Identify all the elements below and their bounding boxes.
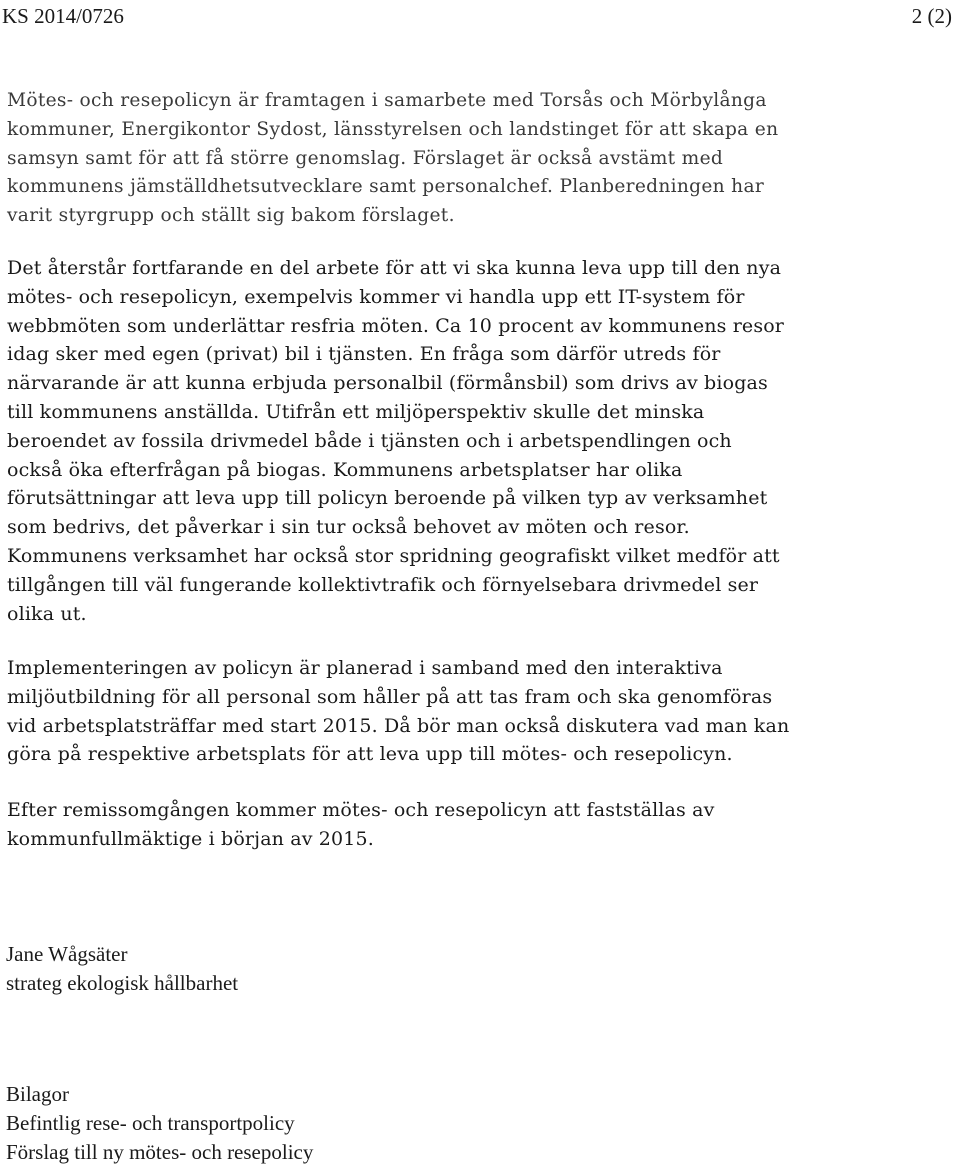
- document-reference: KS 2014/0726: [2, 4, 124, 28]
- paragraph-line: kommunens jämställdhetsutvecklare samt personalchef. Planberedningen har: [7, 176, 765, 198]
- paragraph-line: idag sker med egen (privat) bil i tjänsten. En fråga som därför utreds för: [7, 343, 721, 366]
- paragraph-line: vid arbetsplatsträffar med start 2015. Då bör man också diskutera vad man kan: [7, 714, 790, 737]
- paragraph-line: också öka efterfrågan på biogas. Kommunens arbetsplatser har olika: [7, 458, 683, 481]
- signature-block: [6, 940, 238, 998]
- paragraph-line: mötes- och resepolicyn, exempelvis kommer vi handla upp ett IT-system för: [7, 285, 745, 308]
- paragraph-line: förutsättningar att leva upp till policyn beroende på vilken typ av verksamhet: [7, 487, 768, 510]
- paragraph-line: tillgången till väl fungerande kollektivtrafik och förnyelsebara drivmedel ser: [7, 573, 759, 596]
- paragraph-implementation: [7, 654, 789, 769]
- paragraph-line: miljöutbildning för all personal som håller på att tas fram och ska genomföras: [7, 685, 773, 708]
- paragraph-line: Kommunens verksamhet har också stor spridning geografiskt vilket medför att: [7, 544, 780, 567]
- paragraph-line: Efter remissomgången kommer mötes- och resepolicyn att fastställas av: [7, 799, 715, 821]
- attachments-heading: Bilagor: [6, 1082, 69, 1106]
- paragraph-line: Det återstår fortfarande en del arbete för att vi ska kunna leva upp till den nya: [7, 257, 782, 279]
- page-number: 2 (2): [911, 4, 952, 28]
- paragraph-line: göra på respektive arbetsplats för att leva upp till mötes- och resepolicyn.: [7, 743, 733, 766]
- attachment-item: Förslag till ny mötes- och resepolicy: [6, 1140, 314, 1164]
- attachment-item: Befintlig rese- och transportpolicy: [6, 1111, 295, 1135]
- paragraph-line: Mötes- och resepolicyn är framtagen i samarbete med Torsås och Mörbylånga: [7, 90, 767, 111]
- page-header: [0, 2, 960, 30]
- paragraph-line: kommunfullmäktige i början av 2015.: [7, 827, 374, 850]
- paragraph-collaboration: [7, 87, 778, 231]
- paragraph-line: webbmöten som underlättar resfria möten. Ca 10 procent av kommunens resor: [7, 314, 785, 337]
- paragraph-line: samsyn samt för att få större genomslag. Förslaget är också avstämt med: [7, 147, 724, 169]
- paragraph-line: till kommunens anställda. Utifrån ett miljöperspektiv skulle det minska: [7, 400, 705, 423]
- paragraph-line: kommuner, Energikontor Sydost, länsstyrelsen och landstinget för att skapa en: [7, 118, 779, 140]
- paragraph-line: beroendet av fossila drivmedel både i tjänsten och i arbetspendlingen och: [7, 429, 732, 452]
- paragraph-line: som bedrivs, det påverkar i sin tur också behovet av möten och resor.: [7, 516, 690, 539]
- signatory-name: Jane Wågsäter: [6, 942, 128, 966]
- paragraph-line: närvarande är att kunna erbjuda personalbil (förmånsbil) som drivs av biogas: [7, 372, 768, 395]
- paragraph-line: Implementeringen av policyn är planerad i samband med den interaktiva: [7, 657, 723, 679]
- paragraph-remaining-work: [7, 254, 784, 628]
- signatory-title: strateg ekologisk hållbarhet: [6, 971, 239, 995]
- paragraph-adoption: [7, 796, 714, 854]
- paragraph-line: olika ut.: [7, 602, 87, 625]
- attachments-block: [6, 1080, 313, 1167]
- paragraph-line: varit styrgrupp och ställt sig bakom förslaget.: [7, 205, 455, 227]
